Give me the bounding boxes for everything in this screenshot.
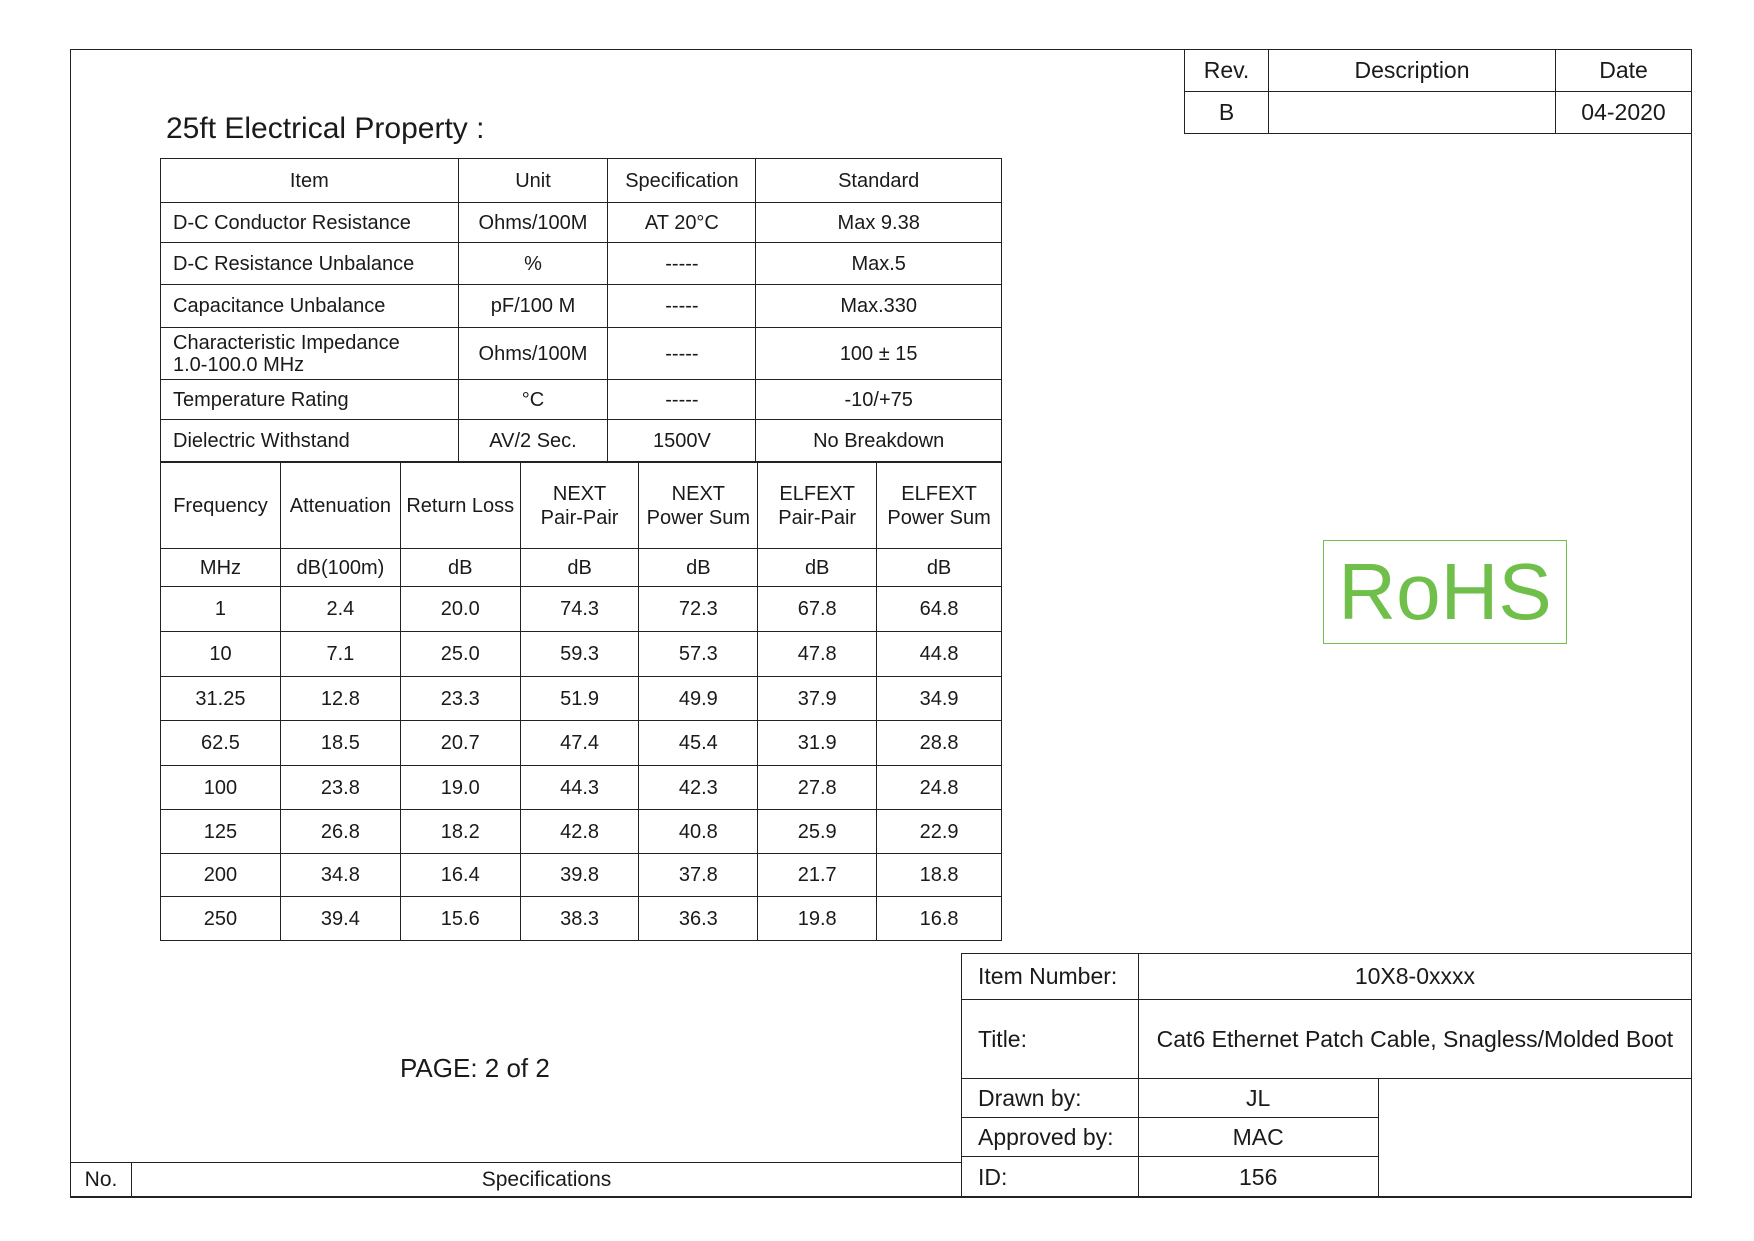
frequency-table (160, 462, 1002, 941)
header-line: ELFEXT (901, 482, 977, 505)
table-row (161, 328, 1002, 380)
spec-specification: AT 20°C (608, 203, 756, 243)
frequency-cell: 31.25 (161, 677, 281, 721)
value-cell: 59.3 (520, 632, 639, 677)
value-cell: 45.4 (639, 721, 758, 766)
value-cell: 31.9 (758, 721, 877, 766)
spec-item: D-C Conductor Resistance (161, 203, 459, 243)
header-return-loss: Return Loss (400, 463, 520, 549)
approved-by-value: MAC (1138, 1118, 1378, 1157)
value-cell: 18.2 (400, 810, 520, 854)
value-cell: 37.8 (639, 854, 758, 897)
table-row (161, 243, 1002, 285)
id-value: 156 (1138, 1157, 1378, 1198)
description-value (1269, 92, 1556, 134)
value-cell: 37.9 (758, 677, 877, 721)
value-cell: 36.3 (639, 897, 758, 941)
header-elfext-pair-pair (758, 463, 877, 549)
table-row (161, 420, 1002, 462)
value-cell: 23.8 (280, 766, 400, 810)
header-line: Pair-Pair (778, 506, 857, 529)
electrical-spec-table (160, 158, 1002, 462)
value-cell: 39.8 (520, 854, 639, 897)
value-cell: 27.8 (758, 766, 877, 810)
value-cell: 23.3 (400, 677, 520, 721)
spec-item-line1: Characteristic Impedance (173, 331, 400, 354)
value-cell: 38.3 (520, 897, 639, 941)
revision-table (1184, 49, 1692, 134)
value-cell: 7.1 (280, 632, 400, 677)
value-cell: 39.4 (280, 897, 400, 941)
frequency-cell: 200 (161, 854, 281, 897)
spec-item: D-C Resistance Unbalance (161, 243, 459, 285)
table-row (161, 587, 1002, 632)
drawn-by-value: JL (1138, 1079, 1378, 1118)
title-value: Cat6 Ethernet Patch Cable, Snagless/Molded Boot (1138, 1000, 1691, 1079)
value-cell: 25.9 (758, 810, 877, 854)
header-line: Power Sum (646, 506, 751, 529)
spec-unit: pF/100 M (458, 285, 608, 328)
rev-value: B (1185, 92, 1269, 134)
spec-header-item: Item (161, 159, 459, 203)
frequency-cell: 62.5 (161, 721, 281, 766)
header-line: NEXT (671, 482, 726, 505)
spec-standard: Max.5 (756, 243, 1002, 285)
header-frequency: Frequency (161, 463, 281, 549)
item-number-label: Item Number: (962, 954, 1139, 1000)
spec-standard: No Breakdown (756, 420, 1002, 462)
spec-item: Dielectric Withstand (161, 420, 459, 462)
date-value: 04-2020 (1556, 92, 1692, 134)
value-cell: 64.8 (877, 587, 1002, 632)
spec-unit: % (458, 243, 608, 285)
header-next-power-sum (639, 463, 758, 549)
value-cell: 19.8 (758, 897, 877, 941)
value-cell: 72.3 (639, 587, 758, 632)
value-cell: 18.8 (877, 854, 1002, 897)
spec-unit: AV/2 Sec. (458, 420, 608, 462)
value-cell: 42.8 (520, 810, 639, 854)
table-row (161, 897, 1002, 941)
spec-item (161, 328, 459, 380)
spec-header-standard: Standard (756, 159, 1002, 203)
approved-by-label: Approved by: (962, 1118, 1139, 1157)
table-row (161, 285, 1002, 328)
table-row (161, 380, 1002, 420)
spec-unit: °C (458, 380, 608, 420)
table-row (161, 810, 1002, 854)
spec-item-line2: 1.0-100.0 MHz (173, 353, 305, 376)
value-cell: 42.3 (639, 766, 758, 810)
value-cell: 19.0 (400, 766, 520, 810)
value-cell: 34.9 (877, 677, 1002, 721)
page-label: PAGE: 2 of 2 (400, 1053, 550, 1083)
frequency-header-row (161, 463, 1002, 549)
value-cell: 16.4 (400, 854, 520, 897)
rohs-mark: RoHS (1323, 540, 1567, 644)
spec-specification: 1500V (608, 420, 756, 462)
rev-header: Rev. (1185, 50, 1269, 92)
table-row (161, 766, 1002, 810)
value-cell: 2.4 (280, 587, 400, 632)
unit-cell: dB (877, 549, 1002, 587)
spec-specification: ----- (608, 328, 756, 380)
table-row (161, 721, 1002, 766)
unit-cell: dB (639, 549, 758, 587)
unit-cell: dB(100m) (280, 549, 400, 587)
spec-unit: Ohms/100M (458, 328, 608, 380)
table-row (161, 854, 1002, 897)
item-number-value: 10X8-0xxxx (1138, 954, 1691, 1000)
value-cell: 22.9 (877, 810, 1002, 854)
frequency-rows (161, 587, 1002, 941)
spec-unit: Ohms/100M (458, 203, 608, 243)
header-line: NEXT (552, 482, 607, 505)
unit-cell: MHz (161, 549, 281, 587)
value-cell: 34.8 (280, 854, 400, 897)
frequency-cell: 250 (161, 897, 281, 941)
table-row (161, 677, 1002, 721)
drawn-by-label: Drawn by: (962, 1079, 1139, 1118)
value-cell: 47.4 (520, 721, 639, 766)
section-title: 25ft Electrical Property : (166, 112, 485, 145)
value-cell: 49.9 (639, 677, 758, 721)
footer-no-label: No. (71, 1163, 132, 1198)
spec-standard: -10/+75 (756, 380, 1002, 420)
unit-cell: dB (758, 549, 877, 587)
header-attenuation: Attenuation (280, 463, 400, 549)
date-header: Date (1556, 50, 1692, 92)
table-row (161, 203, 1002, 243)
value-cell: 44.3 (520, 766, 639, 810)
spec-standard: Max 9.38 (756, 203, 1002, 243)
id-label: ID: (962, 1157, 1139, 1198)
value-cell: 44.8 (877, 632, 1002, 677)
value-cell: 51.9 (520, 677, 639, 721)
title-block-blank (1378, 1079, 1691, 1198)
description-header: Description (1269, 50, 1556, 92)
value-cell: 20.0 (400, 587, 520, 632)
value-cell: 25.0 (400, 632, 520, 677)
frequency-cell: 1 (161, 587, 281, 632)
spec-specification: ----- (608, 243, 756, 285)
title-block (961, 953, 1692, 1198)
value-cell: 15.6 (400, 897, 520, 941)
value-cell: 16.8 (877, 897, 1002, 941)
spec-specification: ----- (608, 380, 756, 420)
value-cell: 20.7 (400, 721, 520, 766)
spec-standard: 100 ± 15 (756, 328, 1002, 380)
units-row (161, 549, 1002, 587)
table-row (161, 632, 1002, 677)
value-cell: 12.8 (280, 677, 400, 721)
header-line: Power Sum (887, 506, 991, 529)
spec-header-specification: Specification (608, 159, 756, 203)
value-cell: 40.8 (639, 810, 758, 854)
value-cell: 74.3 (520, 587, 639, 632)
unit-cell: dB (400, 549, 520, 587)
value-cell: 26.8 (280, 810, 400, 854)
spec-item: Capacitance Unbalance (161, 285, 459, 328)
spec-header-unit: Unit (458, 159, 608, 203)
value-cell: 67.8 (758, 587, 877, 632)
footer-bar (70, 1162, 962, 1198)
value-cell: 24.8 (877, 766, 1002, 810)
value-cell: 21.7 (758, 854, 877, 897)
header-next-pair-pair (520, 463, 639, 549)
frequency-cell: 125 (161, 810, 281, 854)
header-line: ELFEXT (779, 482, 855, 505)
header-line: Pair-Pair (540, 506, 619, 529)
unit-cell: dB (520, 549, 639, 587)
value-cell: 28.8 (877, 721, 1002, 766)
spec-item: Temperature Rating (161, 380, 459, 420)
value-cell: 47.8 (758, 632, 877, 677)
frequency-cell: 100 (161, 766, 281, 810)
frequency-cell: 10 (161, 632, 281, 677)
spec-specification: ----- (608, 285, 756, 328)
footer-specs-label: Specifications (132, 1163, 962, 1198)
value-cell: 18.5 (280, 721, 400, 766)
spec-standard: Max.330 (756, 285, 1002, 328)
title-label: Title: (962, 1000, 1139, 1079)
header-elfext-power-sum (877, 463, 1002, 549)
value-cell: 57.3 (639, 632, 758, 677)
